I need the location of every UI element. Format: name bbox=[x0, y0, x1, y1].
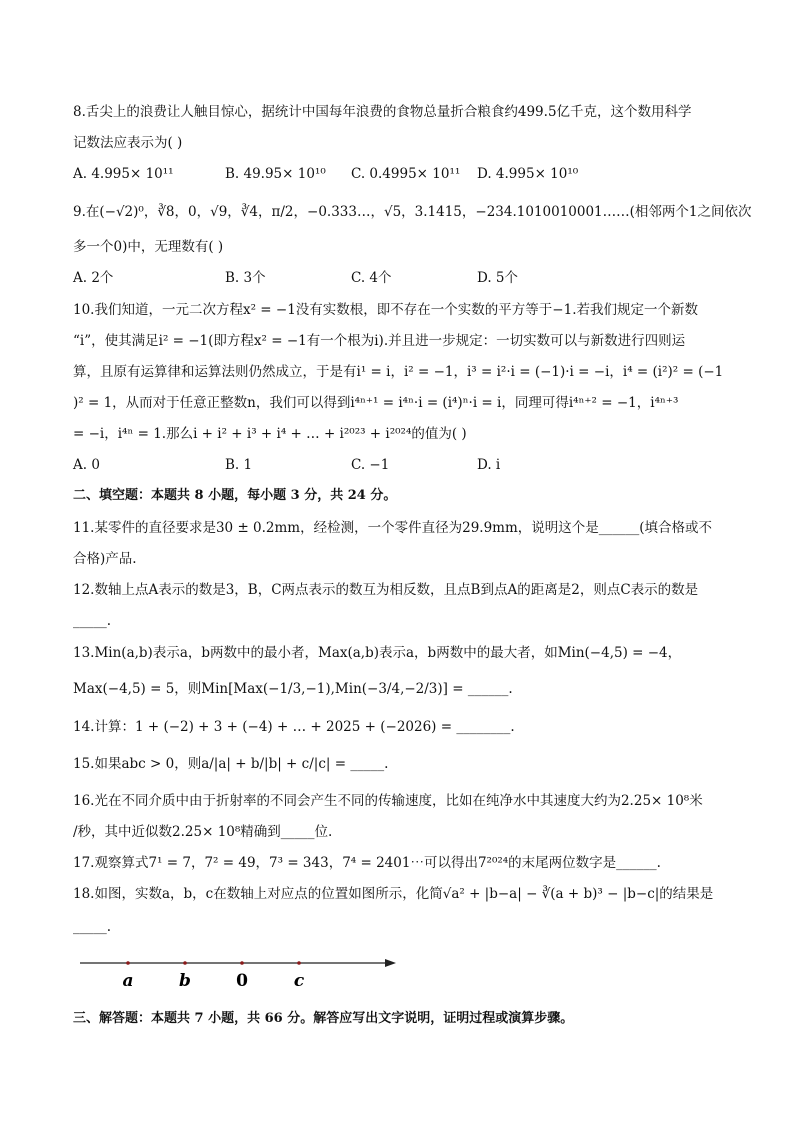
q9-stem-line2: 多一个0)中，无理数有( ) bbox=[73, 239, 224, 255]
q18-stem-line2: _____. bbox=[73, 919, 112, 935]
point-c bbox=[297, 961, 301, 965]
q16-stem-line2: /秒，其中近似数2.25× 10⁸精确到_____位. bbox=[73, 824, 333, 840]
q17-stem: 17.观察算式7¹ = 7，7² = 49，7³ = 343，7⁴ = 2401⋯可以得出7²⁰²⁴的末尾两位数字是______. bbox=[73, 855, 661, 871]
q10-stem-line4: )² = 1，从而对于任意正整数n，我们可以得到i⁴ⁿ⁺¹ = i⁴ⁿ·i = (i⁴)ⁿ·i = i，同理可得i⁴ⁿ⁺² = −1，i⁴ⁿ⁺³ bbox=[73, 395, 679, 411]
q10-option-b[interactable]: B. 1 bbox=[225, 457, 253, 473]
q15-stem: 15.如果abc > 0，则a/|a| + b/|b| + c/|c| = _____. bbox=[73, 756, 389, 772]
q11-stem-line1: 11.某零件的直径要求是30 ± 0.2mm，经检测，一个零件直径为29.9mm，说明这个是______(填合格或不 bbox=[73, 520, 713, 536]
label-zero: 0 bbox=[236, 971, 248, 991]
label-c: c bbox=[293, 971, 305, 991]
q9-option-a[interactable]: A. 2个 bbox=[73, 270, 114, 286]
q9-option-d[interactable]: D. 5个 bbox=[477, 270, 519, 286]
q9-stem-line1: 9.在(−√2)⁰，∛8，0，√9，∛4，π/2，−0.333…，√5，3.1415，−234.1010010001……(相邻两个1之间依次 bbox=[73, 204, 752, 220]
point-b bbox=[183, 961, 187, 965]
q13-stem-line2: Max(−4,5) = 5，则Min[Max(−1/3,−1),Min(−3/4,−2/3)] = ______. bbox=[73, 681, 513, 697]
q9-option-c[interactable]: C. 4个 bbox=[351, 270, 392, 286]
q16-stem-line1: 16.光在不同介质中由于折射率的不同会产生不同的传输速度，比如在纯净水中其速度大约为2.25× 10⁸米 bbox=[73, 793, 703, 809]
number-line-figure bbox=[78, 948, 408, 998]
q8-option-a[interactable]: A. 4.995× 10¹¹ bbox=[73, 166, 174, 182]
q8-option-d[interactable]: D. 4.995× 10¹⁰ bbox=[477, 166, 579, 182]
point-a bbox=[126, 961, 130, 965]
q10-option-a[interactable]: A. 0 bbox=[73, 457, 100, 473]
q18-stem-line1: 18.如图，实数a，b，c在数轴上对应点的位置如图所示，化简√a² + |b−a| − ∛(a + b)³ − |b−c|的结果是 bbox=[73, 886, 714, 902]
section-answer-heading: 三、解答题：本题共 7 小题，共 66 分。解答应写出文字说明，证明过程或演算步骤。 bbox=[73, 1011, 574, 1026]
q8-options bbox=[73, 164, 753, 184]
q9-option-b[interactable]: B. 3个 bbox=[225, 270, 266, 286]
q10-option-d[interactable]: D. i bbox=[477, 457, 501, 473]
q10-stem-line2: “i”，使其满足i² = −1(即方程x² = −1有一个根为i).并且进一步规定：一切实数可以与新数进行四则运 bbox=[73, 333, 686, 349]
q10-option-c[interactable]: C. −1 bbox=[351, 457, 390, 473]
q8-option-c[interactable]: C. 0.4995× 10¹¹ bbox=[351, 166, 461, 182]
q10-stem-line5: = −i，i⁴ⁿ = 1.那么i + i² + i³ + i⁴ + … + i²⁰²³ + i²⁰²⁴的值为( ) bbox=[73, 426, 467, 442]
q10-stem-line3: 算，且原有运算律和运算法则仍然成立，于是有i¹ = i，i² = −1，i³ = i²·i = (−1)·i = −i，i⁴ = (i²)² = (−1 bbox=[73, 364, 724, 380]
q12-stem-line2: _____. bbox=[73, 613, 112, 629]
section-fill-in-heading: 二、填空题：本题共 8 小题，每小题 3 分，共 24 分。 bbox=[73, 488, 397, 503]
q10-options bbox=[73, 455, 753, 475]
q11-stem-line2: 合格)产品. bbox=[73, 551, 137, 567]
number-line-arrow bbox=[385, 959, 396, 967]
label-b: b bbox=[179, 971, 191, 991]
q10-stem-line1: 10.我们知道，一元二次方程x² = −1没有实数根，即不存在一个实数的平方等于−1.若我们规定一个新数 bbox=[73, 302, 698, 318]
label-a: a bbox=[122, 971, 134, 991]
q8-option-b[interactable]: B. 49.95× 10¹⁰ bbox=[225, 166, 326, 182]
q12-stem-line1: 12.数轴上点A表示的数是3，B，C两点表示的数互为相反数，且点B到点A的距离是2，则点C表示的数是 bbox=[73, 582, 699, 598]
q8-stem-line1: 8.舌尖上的浪费让人触目惊心，据统计中国每年浪费的食物总量折合粮食约499.5亿千克，这个数用科学 bbox=[73, 104, 692, 120]
q14-stem: 14.计算：1 + (−2) + 3 + (−4) + … + 2025 + (−2026) = ________. bbox=[73, 719, 515, 735]
q8-stem-line2: 记数法应表示为( ) bbox=[73, 135, 183, 151]
point-zero bbox=[240, 961, 244, 965]
q9-options bbox=[73, 268, 753, 288]
q13-stem-line1: 13.Min(a,b)表示a，b两数中的最小者，Max(a,b)表示a，b两数中的最大者，如Min(−4,5) = −4， bbox=[73, 645, 682, 661]
